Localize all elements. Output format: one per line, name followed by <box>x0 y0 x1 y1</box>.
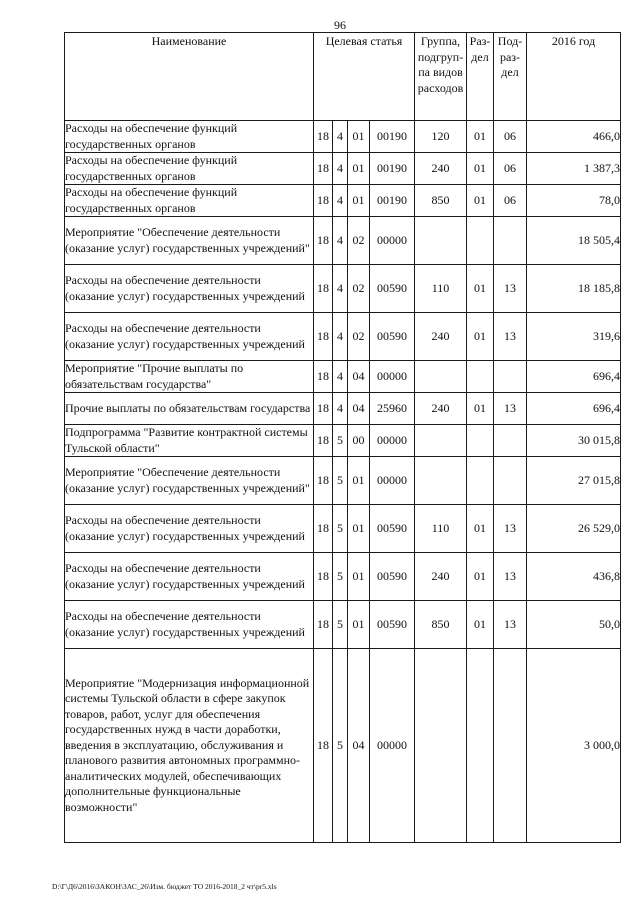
row-name: Расходы на обеспечение деятельности (оказание услуг) государственных учреждений <box>65 601 314 649</box>
target-code-direction: 00190 <box>370 185 415 217</box>
target-code-direction: 00190 <box>370 121 415 153</box>
target-code-program: 18 <box>314 601 333 649</box>
target-code-direction: 00000 <box>370 457 415 505</box>
expense-group: 110 <box>415 265 467 313</box>
target-code-direction: 25960 <box>370 393 415 425</box>
header-target-article: Целевая статья <box>314 33 415 121</box>
row-name: Прочие выплаты по обязательствам государства <box>65 393 314 425</box>
row-name: Мероприятие "Модернизация информационной системы Тульской области в сфере закупок товаров, работ, услуг для обеспечения государственных нужд в части доработки, введения в эксплуатацию, обслуживания и планового развития автономных программно-аналитических модулей, обеспечивающих дополнительные функциональные возможности" <box>65 649 314 843</box>
table-row <box>65 217 621 265</box>
row-name: Мероприятие "Прочие выплаты по обязательствам государства" <box>65 361 314 393</box>
expense-group <box>415 457 467 505</box>
amount-2016: 3 000,0 <box>527 649 621 843</box>
target-code-program: 18 <box>314 121 333 153</box>
section: 01 <box>467 601 494 649</box>
target-code-event: 01 <box>348 153 370 185</box>
table-row <box>65 553 621 601</box>
subsection: 13 <box>494 393 527 425</box>
expense-group: 850 <box>415 601 467 649</box>
target-code-direction: 00590 <box>370 601 415 649</box>
target-code-subprogram: 5 <box>333 601 348 649</box>
target-code-program: 18 <box>314 265 333 313</box>
row-name: Расходы на обеспечение деятельности (оказание услуг) государственных учреждений <box>65 553 314 601</box>
target-code-event: 01 <box>348 457 370 505</box>
target-code-direction: 00590 <box>370 265 415 313</box>
file-path-footer: D:\Г\Д6\2016\ЗАКОН\ЗАС_26\Изм. бюджет ТО 2016-2018_2 чт\pr5.xls <box>52 882 277 891</box>
target-code-program: 18 <box>314 361 333 393</box>
target-code-event: 04 <box>348 649 370 843</box>
table-row <box>65 601 621 649</box>
target-code-subprogram: 4 <box>333 265 348 313</box>
budget-table <box>64 32 621 843</box>
section: 01 <box>467 505 494 553</box>
target-code-program: 18 <box>314 649 333 843</box>
target-code-subprogram: 5 <box>333 505 348 553</box>
row-name: Мероприятие "Обеспечение деятельности (оказание услуг) государственных учреждений" <box>65 457 314 505</box>
expense-group: 120 <box>415 121 467 153</box>
table-body <box>65 121 621 843</box>
amount-2016: 27 015,8 <box>527 457 621 505</box>
row-name: Расходы на обеспечение деятельности (оказание услуг) государственных учреждений <box>65 265 314 313</box>
amount-2016: 78,0 <box>527 185 621 217</box>
table-row <box>65 121 621 153</box>
section: 01 <box>467 185 494 217</box>
table-header-row <box>65 33 621 121</box>
section <box>467 457 494 505</box>
table-row <box>65 425 621 457</box>
target-code-event: 01 <box>348 185 370 217</box>
target-code-direction: 00590 <box>370 505 415 553</box>
target-code-event: 04 <box>348 361 370 393</box>
target-code-subprogram: 5 <box>333 425 348 457</box>
subsection: 13 <box>494 313 527 361</box>
table-row <box>65 265 621 313</box>
target-code-program: 18 <box>314 553 333 601</box>
subsection: 06 <box>494 153 527 185</box>
target-code-event: 01 <box>348 601 370 649</box>
subsection: 13 <box>494 505 527 553</box>
target-code-event: 02 <box>348 217 370 265</box>
subsection <box>494 457 527 505</box>
section: 01 <box>467 393 494 425</box>
target-code-event: 00 <box>348 425 370 457</box>
target-code-event: 04 <box>348 393 370 425</box>
header-name: Наименование <box>65 33 314 121</box>
row-name: Расходы на обеспечение функций государственных органов <box>65 121 314 153</box>
expense-group: 240 <box>415 553 467 601</box>
subsection <box>494 217 527 265</box>
target-code-subprogram: 4 <box>333 393 348 425</box>
target-code-program: 18 <box>314 153 333 185</box>
amount-2016: 18 185,8 <box>527 265 621 313</box>
target-code-direction: 00590 <box>370 553 415 601</box>
subsection: 13 <box>494 265 527 313</box>
target-code-direction: 00590 <box>370 313 415 361</box>
expense-group <box>415 217 467 265</box>
subsection: 13 <box>494 553 527 601</box>
target-code-program: 18 <box>314 313 333 361</box>
subsection <box>494 649 527 843</box>
target-code-direction: 00000 <box>370 649 415 843</box>
section <box>467 649 494 843</box>
target-code-program: 18 <box>314 185 333 217</box>
amount-2016: 26 529,0 <box>527 505 621 553</box>
target-code-subprogram: 4 <box>333 185 348 217</box>
table-row <box>65 505 621 553</box>
subsection <box>494 425 527 457</box>
table-row <box>65 361 621 393</box>
section <box>467 425 494 457</box>
target-code-subprogram: 5 <box>333 649 348 843</box>
row-name: Мероприятие "Обеспечение деятельности (оказание услуг) государственных учреждений" <box>65 217 314 265</box>
amount-2016: 1 387,3 <box>527 153 621 185</box>
target-code-subprogram: 4 <box>333 361 348 393</box>
table-row <box>65 185 621 217</box>
target-code-subprogram: 5 <box>333 457 348 505</box>
target-code-event: 01 <box>348 553 370 601</box>
target-code-subprogram: 4 <box>333 313 348 361</box>
section: 01 <box>467 553 494 601</box>
expense-group <box>415 649 467 843</box>
section <box>467 217 494 265</box>
expense-group: 850 <box>415 185 467 217</box>
target-code-direction: 00190 <box>370 153 415 185</box>
target-code-direction: 00000 <box>370 217 415 265</box>
expense-group: 240 <box>415 393 467 425</box>
target-code-direction: 00000 <box>370 425 415 457</box>
amount-2016: 466,0 <box>527 121 621 153</box>
amount-2016: 696,4 <box>527 361 621 393</box>
target-code-subprogram: 5 <box>333 553 348 601</box>
target-code-direction: 00000 <box>370 361 415 393</box>
row-name: Расходы на обеспечение деятельности (оказание услуг) государственных учреждений <box>65 505 314 553</box>
row-name: Расходы на обеспечение деятельности (оказание услуг) государственных учреждений <box>65 313 314 361</box>
target-code-event: 01 <box>348 121 370 153</box>
target-code-program: 18 <box>314 505 333 553</box>
amount-2016: 30 015,8 <box>527 425 621 457</box>
target-code-program: 18 <box>314 393 333 425</box>
table-row <box>65 649 621 843</box>
target-code-program: 18 <box>314 217 333 265</box>
header-expense-group: Группа, подгруп-па видов расходов <box>415 33 467 121</box>
subsection <box>494 361 527 393</box>
table-row <box>65 393 621 425</box>
section <box>467 361 494 393</box>
target-code-event: 01 <box>348 505 370 553</box>
amount-2016: 50,0 <box>527 601 621 649</box>
table-row <box>65 153 621 185</box>
expense-group: 110 <box>415 505 467 553</box>
target-code-event: 02 <box>348 313 370 361</box>
amount-2016: 436,8 <box>527 553 621 601</box>
amount-2016: 18 505,4 <box>527 217 621 265</box>
target-code-program: 18 <box>314 457 333 505</box>
target-code-event: 02 <box>348 265 370 313</box>
row-name: Расходы на обеспечение функций государственных органов <box>65 185 314 217</box>
header-year: 2016 год <box>527 33 621 121</box>
target-code-subprogram: 4 <box>333 217 348 265</box>
target-code-program: 18 <box>314 425 333 457</box>
section: 01 <box>467 121 494 153</box>
target-code-subprogram: 4 <box>333 121 348 153</box>
page-number: 96 <box>334 18 346 32</box>
expense-group: 240 <box>415 153 467 185</box>
expense-group <box>415 425 467 457</box>
section: 01 <box>467 265 494 313</box>
section: 01 <box>467 153 494 185</box>
amount-2016: 696,4 <box>527 393 621 425</box>
expense-group <box>415 361 467 393</box>
header-section: Раз-дел <box>467 33 494 121</box>
subsection: 13 <box>494 601 527 649</box>
section: 01 <box>467 313 494 361</box>
row-name: Подпрограмма "Развитие контрактной системы Тульской области" <box>65 425 314 457</box>
subsection: 06 <box>494 185 527 217</box>
target-code-subprogram: 4 <box>333 153 348 185</box>
amount-2016: 319,6 <box>527 313 621 361</box>
subsection: 06 <box>494 121 527 153</box>
expense-group: 240 <box>415 313 467 361</box>
table-row <box>65 457 621 505</box>
header-subsection: Под-раз-дел <box>494 33 527 121</box>
row-name: Расходы на обеспечение функций государственных органов <box>65 153 314 185</box>
table-row <box>65 313 621 361</box>
